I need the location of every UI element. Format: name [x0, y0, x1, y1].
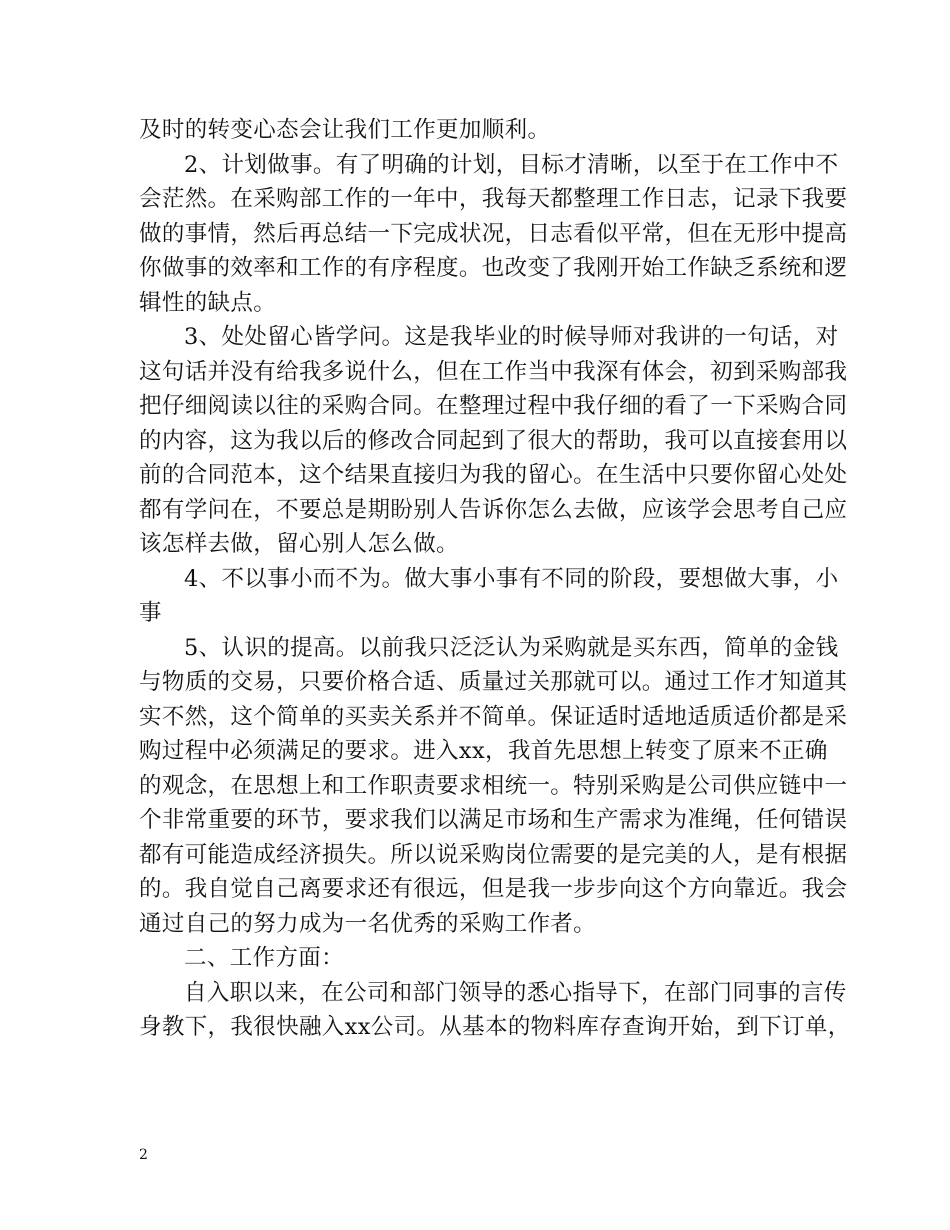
text-line: 2、计划做事。有了明确的计划，目标才清晰，以至于在工作中不: [184, 151, 839, 178]
text-line: 实不然，这个简单的买卖关系并不简单。保证适时适地适质适价都是采: [139, 703, 848, 730]
text-line: 4、不以事小而不为。做大事小事有不同的阶段，要想做大事，小: [184, 565, 839, 592]
text-line: 的观念，在思想上和工作职责要求相统一。特别采购是公司供应链中一: [139, 772, 848, 799]
text-line: 个非常重要的环节，要求我们以满足市场和生产需求为准绳，任何错误: [139, 807, 848, 833]
text-line: 你做事的效率和工作的有序程度。也改变了我刚开始工作缺乏系统和逻: [139, 255, 848, 281]
text-line: 通过自己的努力成为一名优秀的采购工作者。: [139, 910, 597, 937]
text-line: 身教下，我很快融入xx公司。从基本的物料库存查询开始，到下订单，: [139, 1014, 851, 1040]
text-line: 的。我自觉自己离要求还有很远，但是我一步步向这个方向靠近。我会: [139, 876, 848, 902]
text-line: 把仔细阅读以往的采购合同。在整理过程中我仔细的看了一下采购合同: [139, 393, 848, 419]
text-line: 自入职以来，在公司和部门领导的悉心指导下，在部门同事的言传: [184, 979, 847, 1006]
text-line: 二、工作方面：: [184, 945, 344, 971]
text-line: 与物质的交易，只要价格合适、质量过关那就可以。通过工作才知道其: [139, 669, 848, 695]
text-line: 的内容，这为我以后的修改合同起到了很大的帮助，我可以直接套用以: [139, 427, 848, 454]
text-line: 事: [139, 600, 162, 626]
text-line: 购过程中必须满足的要求。进入xx，我首先思想上转变了原来不正确: [139, 738, 828, 764]
text-line: 3、处处留心皆学问。这是我毕业的时候导师对我讲的一句话，对: [184, 324, 839, 350]
text-line: 5、认识的提高。以前我只泛泛认为采购就是买东西，简单的金钱: [184, 634, 839, 661]
body-text: [139, 113, 851, 1045]
page-number: 2: [139, 1147, 148, 1163]
text-line: 及时的转变心态会让我们工作更加顺利。: [139, 117, 551, 143]
text-line: 都有可能造成经济损失。所以说采购岗位需要的是完美的人，是有根据: [139, 841, 848, 868]
text-line: 这句话并没有给我多说什么，但在工作当中我深有体会，初到采购部我: [139, 358, 848, 385]
text-line: 都有学问在，不要总是期盼别人告诉你怎么去做，应该学会思考自己应: [139, 496, 848, 523]
text-line: 会茫然。在采购部工作的一年中，我每天都整理工作日志，记录下我要: [139, 186, 848, 212]
text-line: 前的合同范本，这个结果直接归为我的留心。在生活中只要你留心处处: [139, 462, 848, 488]
text-line: 做的事情，然后再总结一下完成状况，日志看似平常，但在无形中提高: [139, 220, 848, 247]
text-line: 该怎样去做，留心别人怎么做。: [139, 531, 459, 557]
text-line: 辑性的缺点。: [139, 289, 277, 316]
